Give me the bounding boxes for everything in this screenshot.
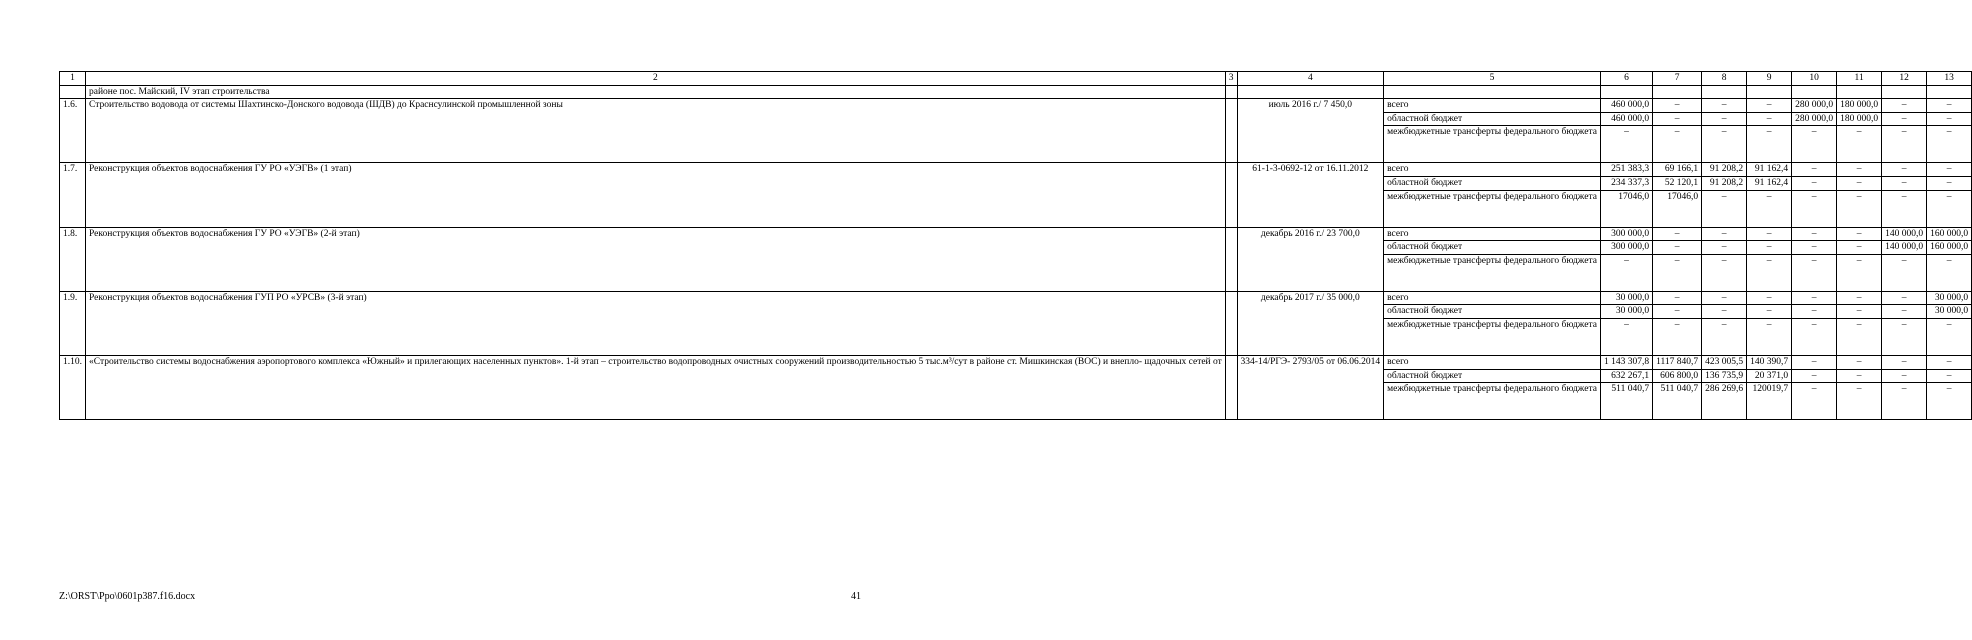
item-document: 61-1-3-0692-12 от 16.11.2012 [1237,163,1384,227]
value-cell: – [1927,126,1972,163]
funding-source-label: межбюджетные трансферты федерального бюджета [1384,254,1601,291]
item-document: декабрь 2017 г./ 35 000,0 [1237,291,1384,355]
value-cell: – [1882,291,1927,305]
header-cell: 11 [1837,72,1882,86]
value-cell: 52 120,1 [1653,176,1702,190]
value-cell: – [1882,254,1927,291]
value-cell: – [1837,355,1882,369]
empty-cell [1225,163,1237,227]
value-cell: – [1792,227,1837,241]
value-cell: – [1792,241,1837,255]
value-cell: – [1702,254,1747,291]
item-name: «Строительство системы водоснабжения аэропортового комплекса «Южный» и прилегающих населенных пунктов». 1-й этап – строительство водопроводных очистных сооружений производительностью 5 тыс.м³/сут в районе ст. Мишкинская (ВОС) и внепло- щадочных сетей от [86,355,1226,419]
item-document: 334-14/РГЭ- 2793/05 от 06.06.2014 [1237,355,1384,419]
header-cell: 13 [1927,72,1972,86]
value-cell: 17046,0 [1600,190,1652,227]
funding-source-label: областной бюджет [1384,241,1601,255]
value-cell: 280 000,0 [1792,99,1837,113]
value-cell: 140 000,0 [1882,227,1927,241]
value-cell: – [1702,112,1747,126]
value-cell: – [1882,369,1927,383]
value-cell: 511 040,7 [1653,383,1702,420]
value-cell: – [1747,305,1792,319]
value-cell: – [1702,99,1747,113]
funding-source-label: областной бюджет [1384,176,1601,190]
empty-cell [1225,227,1237,291]
value-cell: 20 371,0 [1747,369,1792,383]
value-cell: – [1792,305,1837,319]
value-cell: – [1837,241,1882,255]
budget-table [59,71,1972,420]
value-cell: – [1837,227,1882,241]
continuation-row [60,85,1972,99]
item-document: декабрь 2016 г./ 23 700,0 [1237,227,1384,291]
value-cell: 160 000,0 [1927,241,1972,255]
value-cell: – [1600,318,1652,355]
value-cell: – [1792,355,1837,369]
table-row [60,227,1972,241]
empty-cell [1225,291,1237,355]
funding-source-label: областной бюджет [1384,369,1601,383]
value-cell: – [1927,355,1972,369]
value-cell: – [1702,126,1747,163]
value-cell: – [1747,112,1792,126]
value-cell: – [1702,241,1747,255]
value-cell: – [1747,99,1792,113]
value-cell: – [1600,126,1652,163]
value-cell: – [1837,254,1882,291]
funding-source-label: всего [1384,291,1601,305]
empty-cell [1225,99,1237,163]
value-cell: – [1653,305,1702,319]
header-cell: 5 [1384,72,1601,86]
value-cell: 69 166,1 [1653,163,1702,177]
item-name: Строительство водовода от системы Шахтинско-Донского водовода (ШДВ) до Краснсулинской промышленной зоны [86,99,1226,163]
value-cell: – [1882,99,1927,113]
header-cell: 7 [1653,72,1702,86]
value-cell: 460 000,0 [1600,99,1652,113]
value-cell: – [1882,126,1927,163]
header-row [60,72,1972,86]
value-cell: 632 267,1 [1600,369,1652,383]
value-cell: 30 000,0 [1600,291,1652,305]
funding-source-label: всего [1384,99,1601,113]
value-cell: – [1792,190,1837,227]
value-cell: – [1792,254,1837,291]
value-cell: – [1792,369,1837,383]
funding-source-label: всего [1384,163,1601,177]
item-document: июль 2016 г./ 7 450,0 [1237,99,1384,163]
value-cell: – [1837,383,1882,420]
value-cell: 1 143 307,8 [1600,355,1652,369]
value-cell: – [1882,190,1927,227]
value-cell: – [1702,305,1747,319]
funding-source-label: областной бюджет [1384,112,1601,126]
value-cell: – [1927,99,1972,113]
value-cell: – [1747,126,1792,163]
funding-source-label: всего [1384,227,1601,241]
value-cell: – [1927,112,1972,126]
table-row [60,291,1972,305]
value-cell: 251 383,3 [1600,163,1652,177]
value-cell: 136 735,9 [1702,369,1747,383]
funding-source-label: межбюджетные трансферты федерального бюджета [1384,383,1601,420]
value-cell: – [1702,291,1747,305]
value-cell: – [1747,291,1792,305]
funding-source-label: межбюджетные трансферты федерального бюджета [1384,318,1601,355]
value-cell: 511 040,7 [1600,383,1652,420]
item-number: 1.9. [60,291,86,355]
item-number: 1.7. [60,163,86,227]
header-cell: 12 [1882,72,1927,86]
value-cell: – [1927,190,1972,227]
value-cell: 17046,0 [1653,190,1702,227]
value-cell: – [1837,190,1882,227]
header-cell: 2 [86,72,1226,86]
value-cell: – [1653,227,1702,241]
value-cell: – [1927,369,1972,383]
value-cell: 300 000,0 [1600,241,1652,255]
value-cell: – [1792,176,1837,190]
value-cell: – [1653,291,1702,305]
funding-source-label: областной бюджет [1384,305,1601,319]
value-cell: – [1837,176,1882,190]
value-cell: 606 800,0 [1653,369,1702,383]
value-cell: – [1837,291,1882,305]
funding-source-label: межбюджетные трансферты федерального бюджета [1384,190,1601,227]
value-cell: – [1653,241,1702,255]
value-cell: 1117 840,7 [1653,355,1702,369]
value-cell: – [1747,190,1792,227]
value-cell: 140 390,7 [1747,355,1792,369]
value-cell: – [1882,355,1927,369]
item-name: Реконструкция объектов водоснабжения ГУ РО «УЭГВ» (1 этап) [86,163,1226,227]
value-cell: – [1747,254,1792,291]
value-cell: – [1792,383,1837,420]
value-cell: – [1653,126,1702,163]
value-cell: – [1792,291,1837,305]
item-number: 1.10. [60,355,86,419]
value-cell: 180 000,0 [1837,112,1882,126]
funding-source-label: межбюджетные трансферты федерального бюджета [1384,126,1601,163]
value-cell: – [1837,163,1882,177]
value-cell: 120019,7 [1747,383,1792,420]
value-cell: 286 269,6 [1702,383,1747,420]
value-cell: – [1882,383,1927,420]
value-cell: – [1653,254,1702,291]
value-cell: 460 000,0 [1600,112,1652,126]
item-name: Реконструкция объектов водоснабжения ГУ РО «УЭГВ» (2-й этап) [86,227,1226,291]
value-cell: 234 337,3 [1600,176,1652,190]
table-row [60,355,1972,369]
header-cell: 3 [1225,72,1237,86]
value-cell: 280 000,0 [1792,112,1837,126]
value-cell: – [1882,176,1927,190]
value-cell: – [1927,254,1972,291]
value-cell: 180 000,0 [1837,99,1882,113]
value-cell: 30 000,0 [1927,291,1972,305]
value-cell: – [1600,254,1652,291]
value-cell: – [1882,112,1927,126]
value-cell: – [1927,383,1972,420]
value-cell: – [1747,241,1792,255]
value-cell: – [1792,126,1837,163]
header-cell: 4 [1237,72,1384,86]
value-cell: – [1702,227,1747,241]
value-cell: 91 162,4 [1747,176,1792,190]
value-cell: 30 000,0 [1600,305,1652,319]
empty-cell [1225,355,1237,419]
item-number: 1.6. [60,99,86,163]
value-cell: – [1702,190,1747,227]
header-cell: 6 [1600,72,1652,86]
value-cell: 300 000,0 [1600,227,1652,241]
value-cell: 91 208,2 [1702,176,1747,190]
continuation-name: районе пос. Майский, IV этап строительства [86,85,1226,99]
value-cell: – [1747,318,1792,355]
value-cell: – [1837,126,1882,163]
value-cell: – [1927,176,1972,190]
table-row [60,99,1972,113]
value-cell: 423 005,5 [1702,355,1747,369]
value-cell: – [1837,305,1882,319]
value-cell: – [1882,163,1927,177]
header-cell: 9 [1747,72,1792,86]
page-number: 41 [851,591,861,602]
value-cell: – [1927,318,1972,355]
value-cell: – [1792,163,1837,177]
value-cell: – [1882,318,1927,355]
funding-source-label: всего [1384,355,1601,369]
value-cell: – [1653,99,1702,113]
value-cell: – [1702,318,1747,355]
value-cell: – [1792,318,1837,355]
value-cell: 30 000,0 [1927,305,1972,319]
value-cell: – [1882,305,1927,319]
table-body [60,72,1972,420]
value-cell: – [1837,318,1882,355]
value-cell: – [1653,112,1702,126]
item-number: 1.8. [60,227,86,291]
value-cell: – [1747,227,1792,241]
footer-file-path: Z:\ORST\Ppo\0601p387.f16.docx [59,591,196,602]
header-cell: 1 [60,72,86,86]
value-cell: 91 208,2 [1702,163,1747,177]
table-row [60,163,1972,177]
value-cell: 160 000,0 [1927,227,1972,241]
value-cell: – [1927,163,1972,177]
item-name: Реконструкция объектов водоснабжения ГУП РО «УРСВ» (3-й этап) [86,291,1226,355]
header-cell: 8 [1702,72,1747,86]
value-cell: 140 000,0 [1882,241,1927,255]
value-cell: 91 162,4 [1747,163,1792,177]
value-cell: – [1653,318,1702,355]
header-cell: 10 [1792,72,1837,86]
value-cell: – [1837,369,1882,383]
